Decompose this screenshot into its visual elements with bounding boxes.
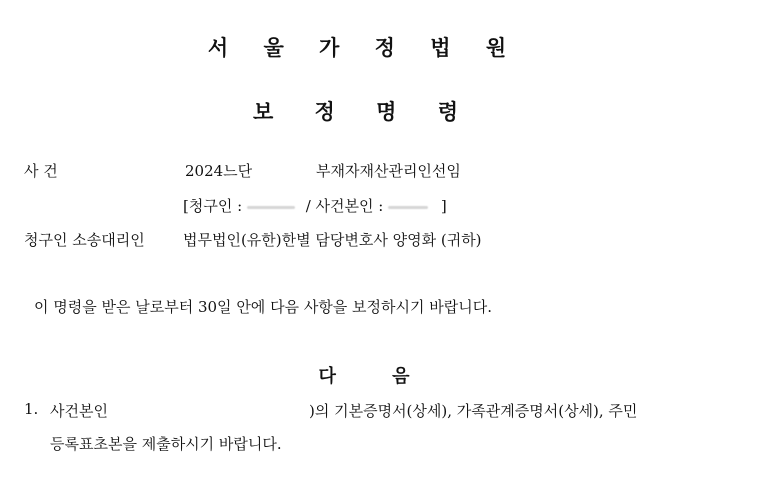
next-heading: 다 음: [318, 366, 410, 387]
agent-value: 법무법인(유한)한별 담당변호사 양영화 (귀하): [183, 231, 482, 249]
bracket-close: ]: [440, 197, 447, 215]
case-parties: [183, 195, 447, 216]
instruction-text: 이 명령을 받은 날로부터 30일 안에 다음 사항을 보정하시기 바랍니다.: [34, 298, 493, 316]
redacted-petitioner: [247, 206, 295, 209]
redacted-subject: [388, 206, 428, 209]
subject-label: 사건본인 :: [315, 197, 389, 215]
agent-label: 청구인 소송대리인: [24, 231, 145, 249]
item-1-number: 1.: [24, 400, 39, 418]
party-separator: /: [305, 197, 311, 215]
bracket-open: [: [183, 197, 189, 215]
case-number: 2024느단: [185, 162, 253, 180]
item-1-line2: 등록표초본을 제출하시기 바랍니다.: [50, 435, 282, 453]
item-1-label: 사건본인: [50, 402, 108, 420]
document-title: 보 정 명 령: [252, 100, 476, 124]
court-name: 서 울 가 정 법 원: [207, 36, 521, 60]
case-label: 사 건: [24, 162, 58, 180]
case-name: 부재자재산관리인선임: [316, 162, 461, 180]
item-1-line1: )의 기본증명서(상세), 가족관계증명서(상세), 주민: [309, 402, 638, 420]
petitioner-label: 청구인 :: [188, 197, 247, 215]
